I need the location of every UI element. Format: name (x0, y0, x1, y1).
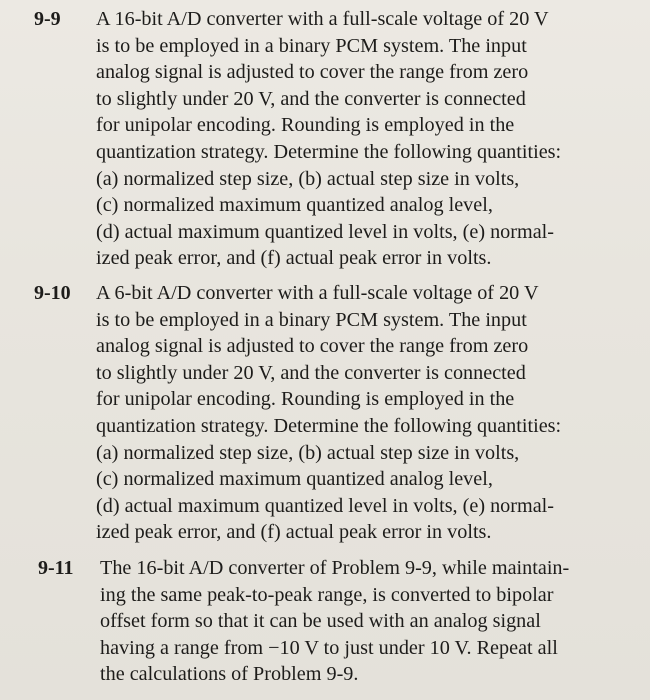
text-line: (c) normalized maximum quantized analog level, (96, 468, 493, 491)
text-line: is to be employed in a binary PCM system. The input (96, 34, 527, 57)
problem-number: 9-9 (34, 8, 61, 30)
text-line: (a) normalized step size, (b) actual step size in volts, (96, 167, 520, 190)
text-line: ized peak error, and (f) actual peak error in volts. (96, 521, 492, 544)
text-line: for unipolar encoding. Rounding is employed in the (96, 388, 515, 411)
problem-number: 9-11 (38, 557, 74, 579)
text-line: quantization strategy. Determine the following quantities: (96, 414, 562, 437)
text-line: to slightly under 20 V, and the converter is connected (96, 87, 526, 110)
text-line: ized peak error, and (f) actual peak error in volts. (96, 247, 492, 270)
problem-text (100, 555, 569, 688)
text-line: (d) actual maximum quantized level in volts, (e) normal- (96, 220, 554, 243)
text-line: (c) normalized maximum quantized analog level, (96, 194, 493, 217)
text-line: the calculations of Problem 9-9. (100, 663, 359, 686)
text-line: A 6-bit A/D converter with a full-scale voltage of 20 V (96, 282, 539, 304)
text-line: analog signal is adjusted to cover the range from zero (96, 61, 529, 84)
text-line: The 16-bit A/D converter of Problem 9-9, while maintain- (100, 557, 570, 579)
text-line: offset form so that it can be used with an analog signal (100, 610, 541, 633)
text-line: (a) normalized step size, (b) actual step size in volts, (96, 441, 520, 464)
problem-number: 9-10 (34, 282, 71, 304)
text-line: (d) actual maximum quantized level in volts, (e) normal- (96, 494, 554, 517)
text-line: quantization strategy. Determine the following quantities: (96, 140, 562, 163)
text-line: having a range from −10 V to just under 10 V. Repeat all (100, 636, 558, 659)
text-line: is to be employed in a binary PCM system. The input (96, 308, 527, 331)
text-line: A 16-bit A/D converter with a full-scale voltage of 20 V (96, 8, 549, 30)
text-line: analog signal is adjusted to cover the range from zero (96, 335, 529, 358)
problem-text (96, 280, 561, 546)
text-line: for unipolar encoding. Rounding is employed in the (96, 114, 515, 137)
text-line: to slightly under 20 V, and the converter is connected (96, 361, 526, 384)
text-line: ing the same peak-to-peak range, is converted to bipolar (100, 583, 554, 606)
problem-text (96, 6, 561, 272)
